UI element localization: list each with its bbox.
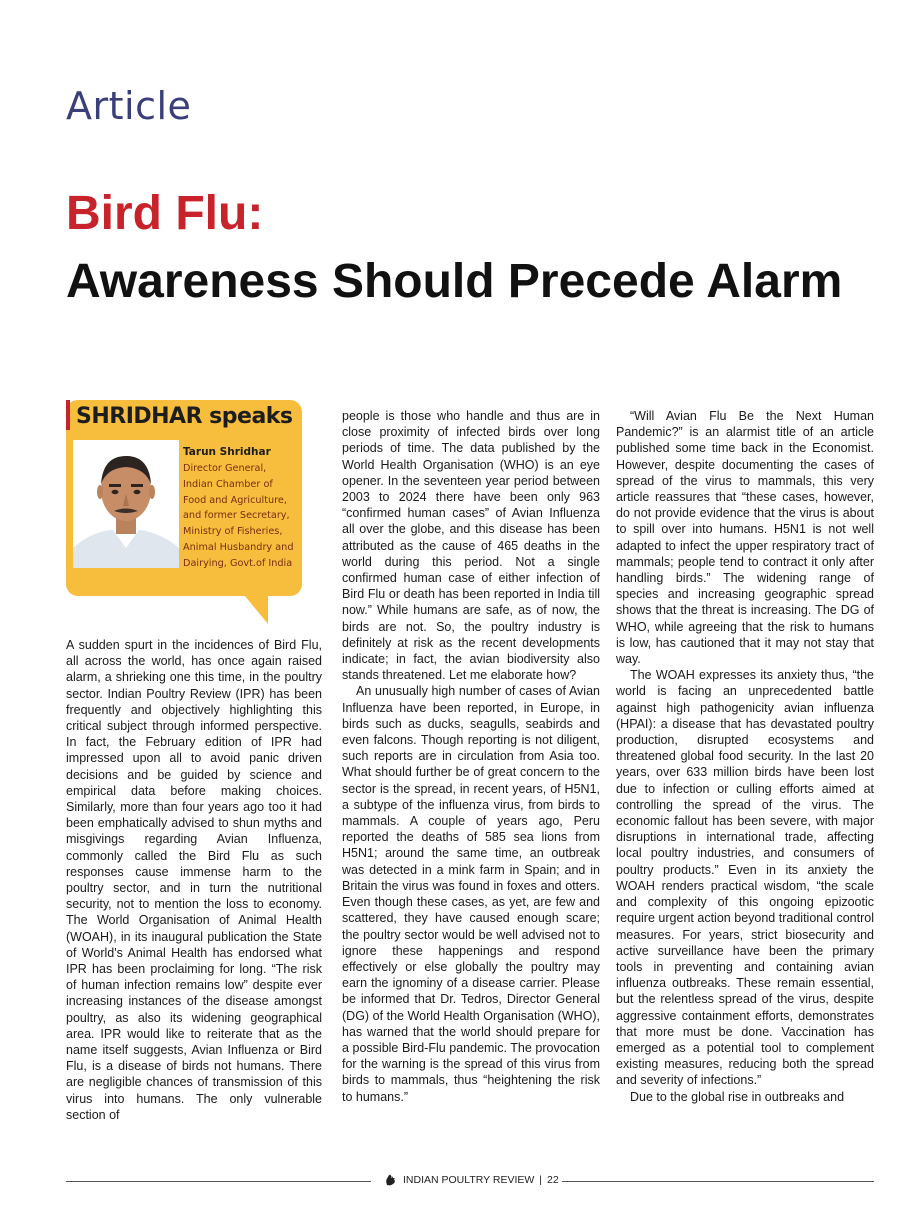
footer-publication: INDIAN POULTRY REVIEW [403, 1174, 535, 1186]
paragraph: A sudden spurt in the incidences of Bird Flu, all across the world, has once again raised alarm, a shrieking one this time, in the poultry sector. Indian Poultry Review (IPR) has been frequently and objectively highlighting this critical subject through informed perspective. In fact, the February edition of IPR had impressed upon all to avoid panic driven decisions and be guided by science and empirical data before making choices. Similarly, more than four years ago too it had been emphatically advised to shun myths and misgivings regarding Avian Influenza, commonly called the Bird Flu as such responses cause immense harm to the poultry sector, and in turn the nutritional security, not to mention the loss to economy. The World Organisation of Animal Health (WOAH), in its inaugural publication the State of World's Animal Health has endorsed what IPR has been proclaiming for long. “The risk of human infection remains low” despite ever increasing instances of the disease amongst poultry, as also its widening geographical area. IPR would like to reiterate that as the name itself suggests, Avian Influenza or Bird Flu, is a disease of birds not humans. There are negligible chances of transmission of this virus into humans. The only vulnerable section of [66, 638, 322, 1122]
callout-accent-bar [66, 400, 70, 430]
author-role-line: Animal Husbandry and [183, 541, 294, 553]
author-portrait-illustration [73, 440, 179, 568]
footer-rule-left [66, 1181, 371, 1182]
author-role-line: and former Secretary, [183, 510, 290, 522]
author-role-line: Ministry of Fisheries, [183, 526, 283, 538]
author-photo [73, 440, 179, 568]
paragraph: The WOAH expresses its anxiety thus, “the world is facing an unprecedented battle against high pathogenicity avian influenza (HPAI): a disease that has devastated poultry production, disrupted ecosystems and threatened global food security. In the last 20 years, over 633 million birds have been lost due to infection or culling efforts aimed at controlling the spread of the virus. The economic fallout has been severe, with major disruptions in international trade, affecting local poultry industries, and consumers of poultry products.” Even in its anxiety the WOAH renders practical wisdom, “the scale and complexity of this ongoing epizootic require urgent action beyond traditional control measures. For years, strict biosecurity and active surveillance have been the primary tools in preventing and containing avian influenza outbreaks. These remain essential, but the relentless spread of the virus, despite aggressive containment efforts, demonstrates that more must be done. Vaccination has emerged as a potential tool to complement existing measures, reducing both the spread and severity of infections.” [616, 668, 874, 1088]
footer-rule-right [562, 1181, 874, 1182]
author-name: Tarun Shridhar [183, 446, 271, 458]
author-callout-heading: SHRIDHAR speaks [76, 404, 293, 429]
article-column-1 [66, 637, 322, 1123]
footer-separator: | [539, 1174, 543, 1186]
paragraph: Due to the global rise in outbreaks and [630, 1089, 845, 1104]
author-role [183, 461, 301, 572]
article-column-3 [616, 408, 874, 1105]
article-title-line1: Bird Flu: [66, 187, 264, 240]
rooster-icon [384, 1173, 398, 1187]
author-role-line: Dairying, Govt.of India [183, 557, 293, 569]
author-role-line: Food and Agriculture, [183, 494, 287, 506]
paragraph: people is those who handle and thus are in close proximity of infected birds over long periods of time. The data published by the World Health Organisation (WHO) is an eye opener. In the seventeen year period between 2003 to 2024 there have been only 963 “confirmed human cases” of Avian Influenza all over the globe, and this disease has been attributed as the cause of 465 deaths in the world during this period. Not a single confirmed human case of either infection of Bird Flu or death has been reported in India till now.” While humans are safe, as of now, the birds are not. So, the poultry industry is definitely at risk as the recent developments indicate; in fact, the avian biodiversity also stands threatened. Let me elaborate how? [342, 409, 600, 683]
article-column-2 [342, 408, 600, 1105]
paragraph: “Will Avian Flu Be the Next Human Pandemic?” is an alarmist title of an article published some time back in the Economist. However, despite documenting the cases of spread of the virus to mammals, this very article reassures that “these cases, however, do not provide evidence that the virus is about to spill over into humans. H5N1 is not well adapted to infect the upper respiratory tract of mammals; people tend to contract it only after handling birds.” The widening range of species and increasing geographic spread shows that the threat is increasing. The DG of WHO, while agreeing that the risk to humans is low, has cautioned that it may not stay that way. [616, 409, 874, 667]
author-role-line: Director General, [183, 463, 267, 474]
author-role-line: Indian Chamber of [183, 478, 273, 490]
callout-tail [240, 590, 268, 624]
footer-page-number: 22 [547, 1174, 559, 1186]
page-footer [384, 1173, 559, 1187]
paragraph: An unusually high number of cases of Avian Influenza have been reported, in Europe, in birds such as ducks, seagulls, seabirds and even falcons. Though reporting is not diligent, such reports are in circulation from Asia too. What should further be of great concern to the sector is the spread, in recent years, of H5N1, a subtype of the influenza virus, from birds to mammals. A couple of years ago, Peru reported the deaths of 585 sea lions from H5N1; around the same time, an outbreak was detected in a mink farm in Spain; and in Britain the virus was found in foxes and otters. Even though these cases, as yet, are few and scattered, they have caused enough scare; the poultry sector would be well advised not to ignore these happenings and respond effectively or else globally the poultry may earn the ignominy of a disease carrier. Please be informed that Dr. Tedros, Director General (DG) of the World Health Organisation (WHO), has warned that the world should prepare for a possible Bird-Flu pandemic. The provocation for the warning is the spread of this virus from birds to mammals, thus “heightening the risk to humans.” [342, 684, 600, 1104]
section-label: Article [66, 84, 192, 128]
article-title-line2: Awareness Should Precede Alarm [66, 255, 843, 308]
